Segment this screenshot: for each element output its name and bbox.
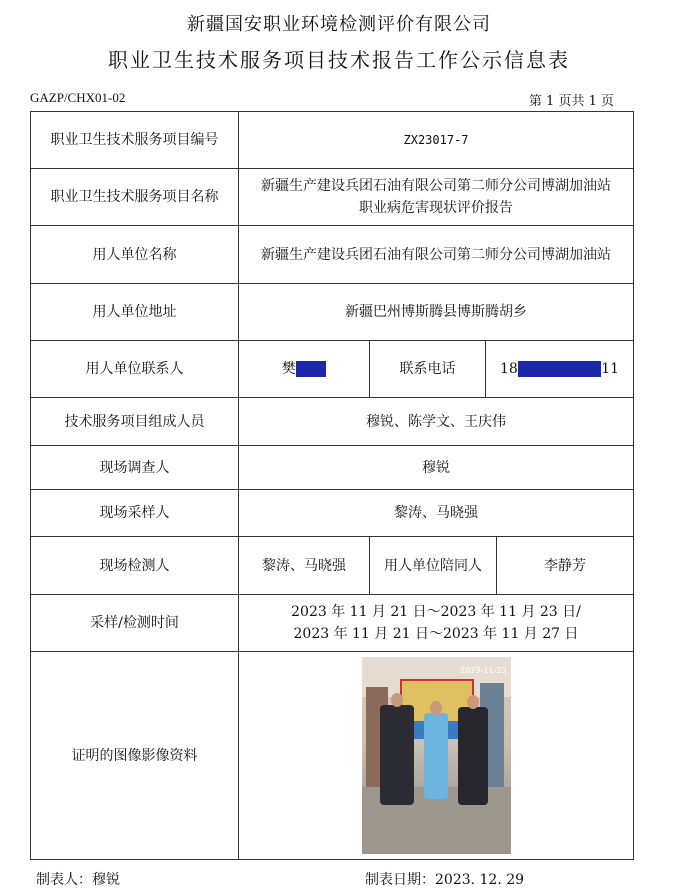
photo-timestamp: 2023-11-23 bbox=[460, 666, 507, 675]
sampler-label: 现场采样人 bbox=[31, 490, 239, 537]
tester-value: 黎涛、马晓强 bbox=[239, 537, 370, 595]
sampler-value: 黎涛、马晓强 bbox=[239, 490, 634, 537]
row-contact bbox=[31, 341, 634, 398]
row-sampler bbox=[31, 490, 634, 537]
time-line1: 2023 年 11 月 21 日～2023 年 11 月 23 日/ bbox=[291, 604, 581, 620]
page-info: 第 1 页共 1 页 bbox=[528, 94, 614, 109]
survey-label: 现场调查人 bbox=[31, 446, 239, 490]
row-project-name bbox=[31, 169, 634, 226]
time-line2: 2023 年 11 月 21 日～2023 年 11 月 27 日 bbox=[293, 626, 579, 642]
time-value bbox=[239, 595, 634, 652]
phone-redaction: ■■■■■■ bbox=[519, 361, 600, 377]
photo-cell bbox=[239, 652, 634, 860]
photo-head-3 bbox=[467, 695, 479, 709]
employer-address-label: 用人单位地址 bbox=[31, 284, 239, 341]
photo-person-2 bbox=[424, 713, 448, 799]
escort-label: 用人单位陪同人 bbox=[370, 537, 497, 595]
employer-address-value: 新疆巴州博斯腾县博斯腾胡乡 bbox=[239, 284, 634, 341]
phone-label: 联系电话 bbox=[370, 341, 486, 398]
project-name-value bbox=[239, 169, 634, 226]
project-name-line2: 职业病危害现状评价报告 bbox=[359, 200, 514, 216]
project-no-label: 职业卫生技术服务项目编号 bbox=[31, 112, 239, 169]
contact-name bbox=[239, 341, 370, 398]
row-employer-name bbox=[31, 226, 634, 284]
row-survey bbox=[31, 446, 634, 490]
escort-value: 李静芳 bbox=[497, 537, 634, 595]
time-label: 采样/检测时间 bbox=[31, 595, 239, 652]
photo-person-3 bbox=[458, 707, 488, 805]
survey-value: 穆锐 bbox=[239, 446, 634, 490]
photo-person-1 bbox=[380, 705, 414, 805]
employer-name-label: 用人单位名称 bbox=[31, 226, 239, 284]
project-name-line1: 新疆生产建设兵团石油有限公司第二师分公司博湖加油站 bbox=[261, 178, 612, 194]
phone-suffix: 11 bbox=[601, 361, 620, 377]
row-tester bbox=[31, 537, 634, 595]
footer-maker: 制表人：穆锐 bbox=[36, 872, 120, 888]
site-photo bbox=[362, 657, 511, 854]
row-project-no bbox=[31, 112, 634, 169]
row-team bbox=[31, 398, 634, 446]
phone-prefix: 18 bbox=[500, 361, 518, 377]
phone-value bbox=[486, 341, 634, 398]
document-title: 职业卫生技术服务项目技术报告工作公示信息表 bbox=[108, 48, 570, 72]
team-label: 技术服务项目组成人员 bbox=[31, 398, 239, 446]
row-employer-address bbox=[31, 284, 634, 341]
project-no-value: ZX23017-7 bbox=[239, 112, 634, 169]
company-name: 新疆国安职业环境检测评价有限公司 bbox=[187, 14, 491, 35]
document-code: GAZP/CHX01-02 bbox=[30, 90, 126, 105]
photo-head-1 bbox=[391, 693, 403, 707]
contact-name-visible: 樊 bbox=[281, 361, 296, 377]
employer-name-value: 新疆生产建设兵团石油有限公司第二师分公司博湖加油站 bbox=[239, 226, 634, 284]
row-photo bbox=[31, 652, 634, 860]
tester-label: 现场检测人 bbox=[31, 537, 239, 595]
team-value: 穆锐、陈学文、王庆伟 bbox=[239, 398, 634, 446]
info-table bbox=[30, 111, 634, 860]
footer-date: 制表日期：2023. 12. 29 bbox=[365, 872, 525, 888]
photo-label: 证明的图像影像资料 bbox=[31, 652, 239, 860]
row-time bbox=[31, 595, 634, 652]
photo-head-2 bbox=[430, 701, 442, 715]
project-name-label: 职业卫生技术服务项目名称 bbox=[31, 169, 239, 226]
contact-name-redaction: ■■ bbox=[297, 361, 325, 377]
contact-label: 用人单位联系人 bbox=[31, 341, 239, 398]
